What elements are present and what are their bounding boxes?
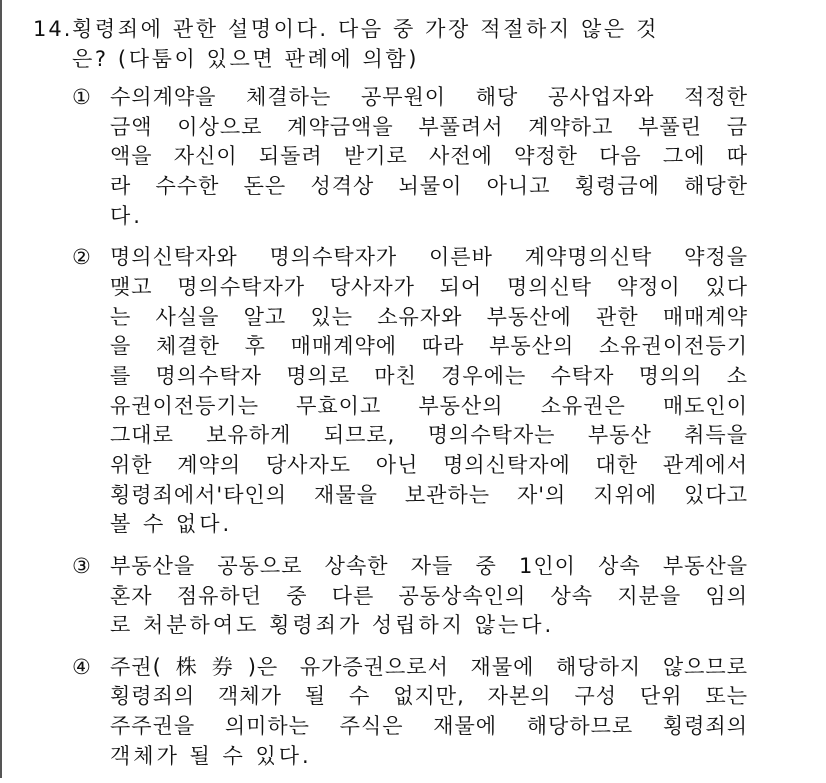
option-text-line: 객체가 될 수 있다. [110, 743, 312, 768]
option-text-line: 볼 수 없다. [110, 512, 233, 537]
option-text-line: 를 명의수탁자 명의로 마친 경우에는 수탁자 명의의 소 [110, 363, 748, 388]
answer-option-1[interactable] [72, 83, 752, 231]
option-text-line: 액을 자신이 되돌려 받기로 사전에 약정한 다음 그에 따 [110, 144, 748, 169]
question-stem [72, 15, 733, 74]
option-text-line: 맺고 명의수탁자가 당사자가 되어 명의신탁 약정이 있다 [110, 274, 748, 299]
option-text-line: 금액 이상으로 계약금액을 부풀려서 계약하고 부풀린 금 [110, 114, 748, 139]
option-marker: ① [72, 85, 91, 109]
option-text-line: 주주권을 의미하는 주식은 재물에 해당하므로 횡령죄의 [110, 714, 748, 739]
option-text-line: 는 사실을 알고 있는 소유자와 부동산에 관한 매매계약 [110, 304, 748, 329]
option-text-line: 횡령죄의 객체가 될 수 없지만, 자본의 구성 단위 또는 [110, 684, 748, 709]
question-stem-line: 횡령죄에 관한 설명이다. 다음 중 가장 적절하지 않은 것 [72, 17, 659, 41]
option-text-line: 위한 계약의 당사자도 아닌 명의신탁자에 대한 관계에서 [110, 453, 748, 478]
option-text-line: 그대로 보유하게 되므로, 명의수탁자는 부동산 취득을 [110, 423, 748, 448]
option-text-line: 주권(株券)은 유가증권으로서 재물에 해당하지 않으므로 [110, 654, 748, 679]
option-marker: ② [72, 245, 91, 270]
answer-options [72, 83, 752, 783]
question-number: 14. [33, 17, 73, 41]
option-text-line: 부동산을 공동으로 상속한 자들 중 1인이 상속 부동산을 [110, 553, 748, 578]
option-text [110, 243, 748, 540]
option-text-line: 다. [110, 203, 143, 228]
option-text-line: 수의계약을 체결하는 공무원이 해당 공사업자와 적정한 [110, 85, 748, 109]
option-text-line: 로 처분하여도 횡령죄가 성립하지 않는다. [110, 613, 555, 638]
option-text-line: 을 체결한 후 매매계약에 따라 부동산의 소유권이전등기 [110, 334, 748, 359]
answer-option-3[interactable] [72, 552, 752, 641]
option-text [110, 653, 748, 772]
left-border-rule [0, 0, 2, 778]
option-text-line: 유권이전등기는 무효이고 부동산의 소유권은 매도인이 [110, 393, 748, 418]
answer-option-4[interactable] [72, 653, 752, 772]
question-14 [33, 15, 733, 74]
answer-option-2[interactable] [72, 243, 752, 540]
option-text-line: 혼자 점유하던 중 다른 공동상속인의 상속 지분을 임의 [110, 583, 748, 608]
option-text [110, 83, 748, 231]
question-stem-line: 은? (다툼이 있으면 판례에 의함) [72, 46, 420, 71]
option-text-line: 라 수수한 돈은 성격상 뇌물이 아니고 횡령금에 해당한 [110, 174, 748, 199]
option-marker: ④ [72, 654, 91, 679]
option-text-line: 명의신탁자와 명의수탁자가 이른바 계약명의신탁 약정을 [110, 245, 748, 270]
option-text-line: 횡령죄에서'타인의 재물을 보관하는 자'의 지위에 있다고 [110, 482, 748, 507]
option-marker: ③ [72, 553, 91, 578]
option-text [110, 552, 748, 641]
